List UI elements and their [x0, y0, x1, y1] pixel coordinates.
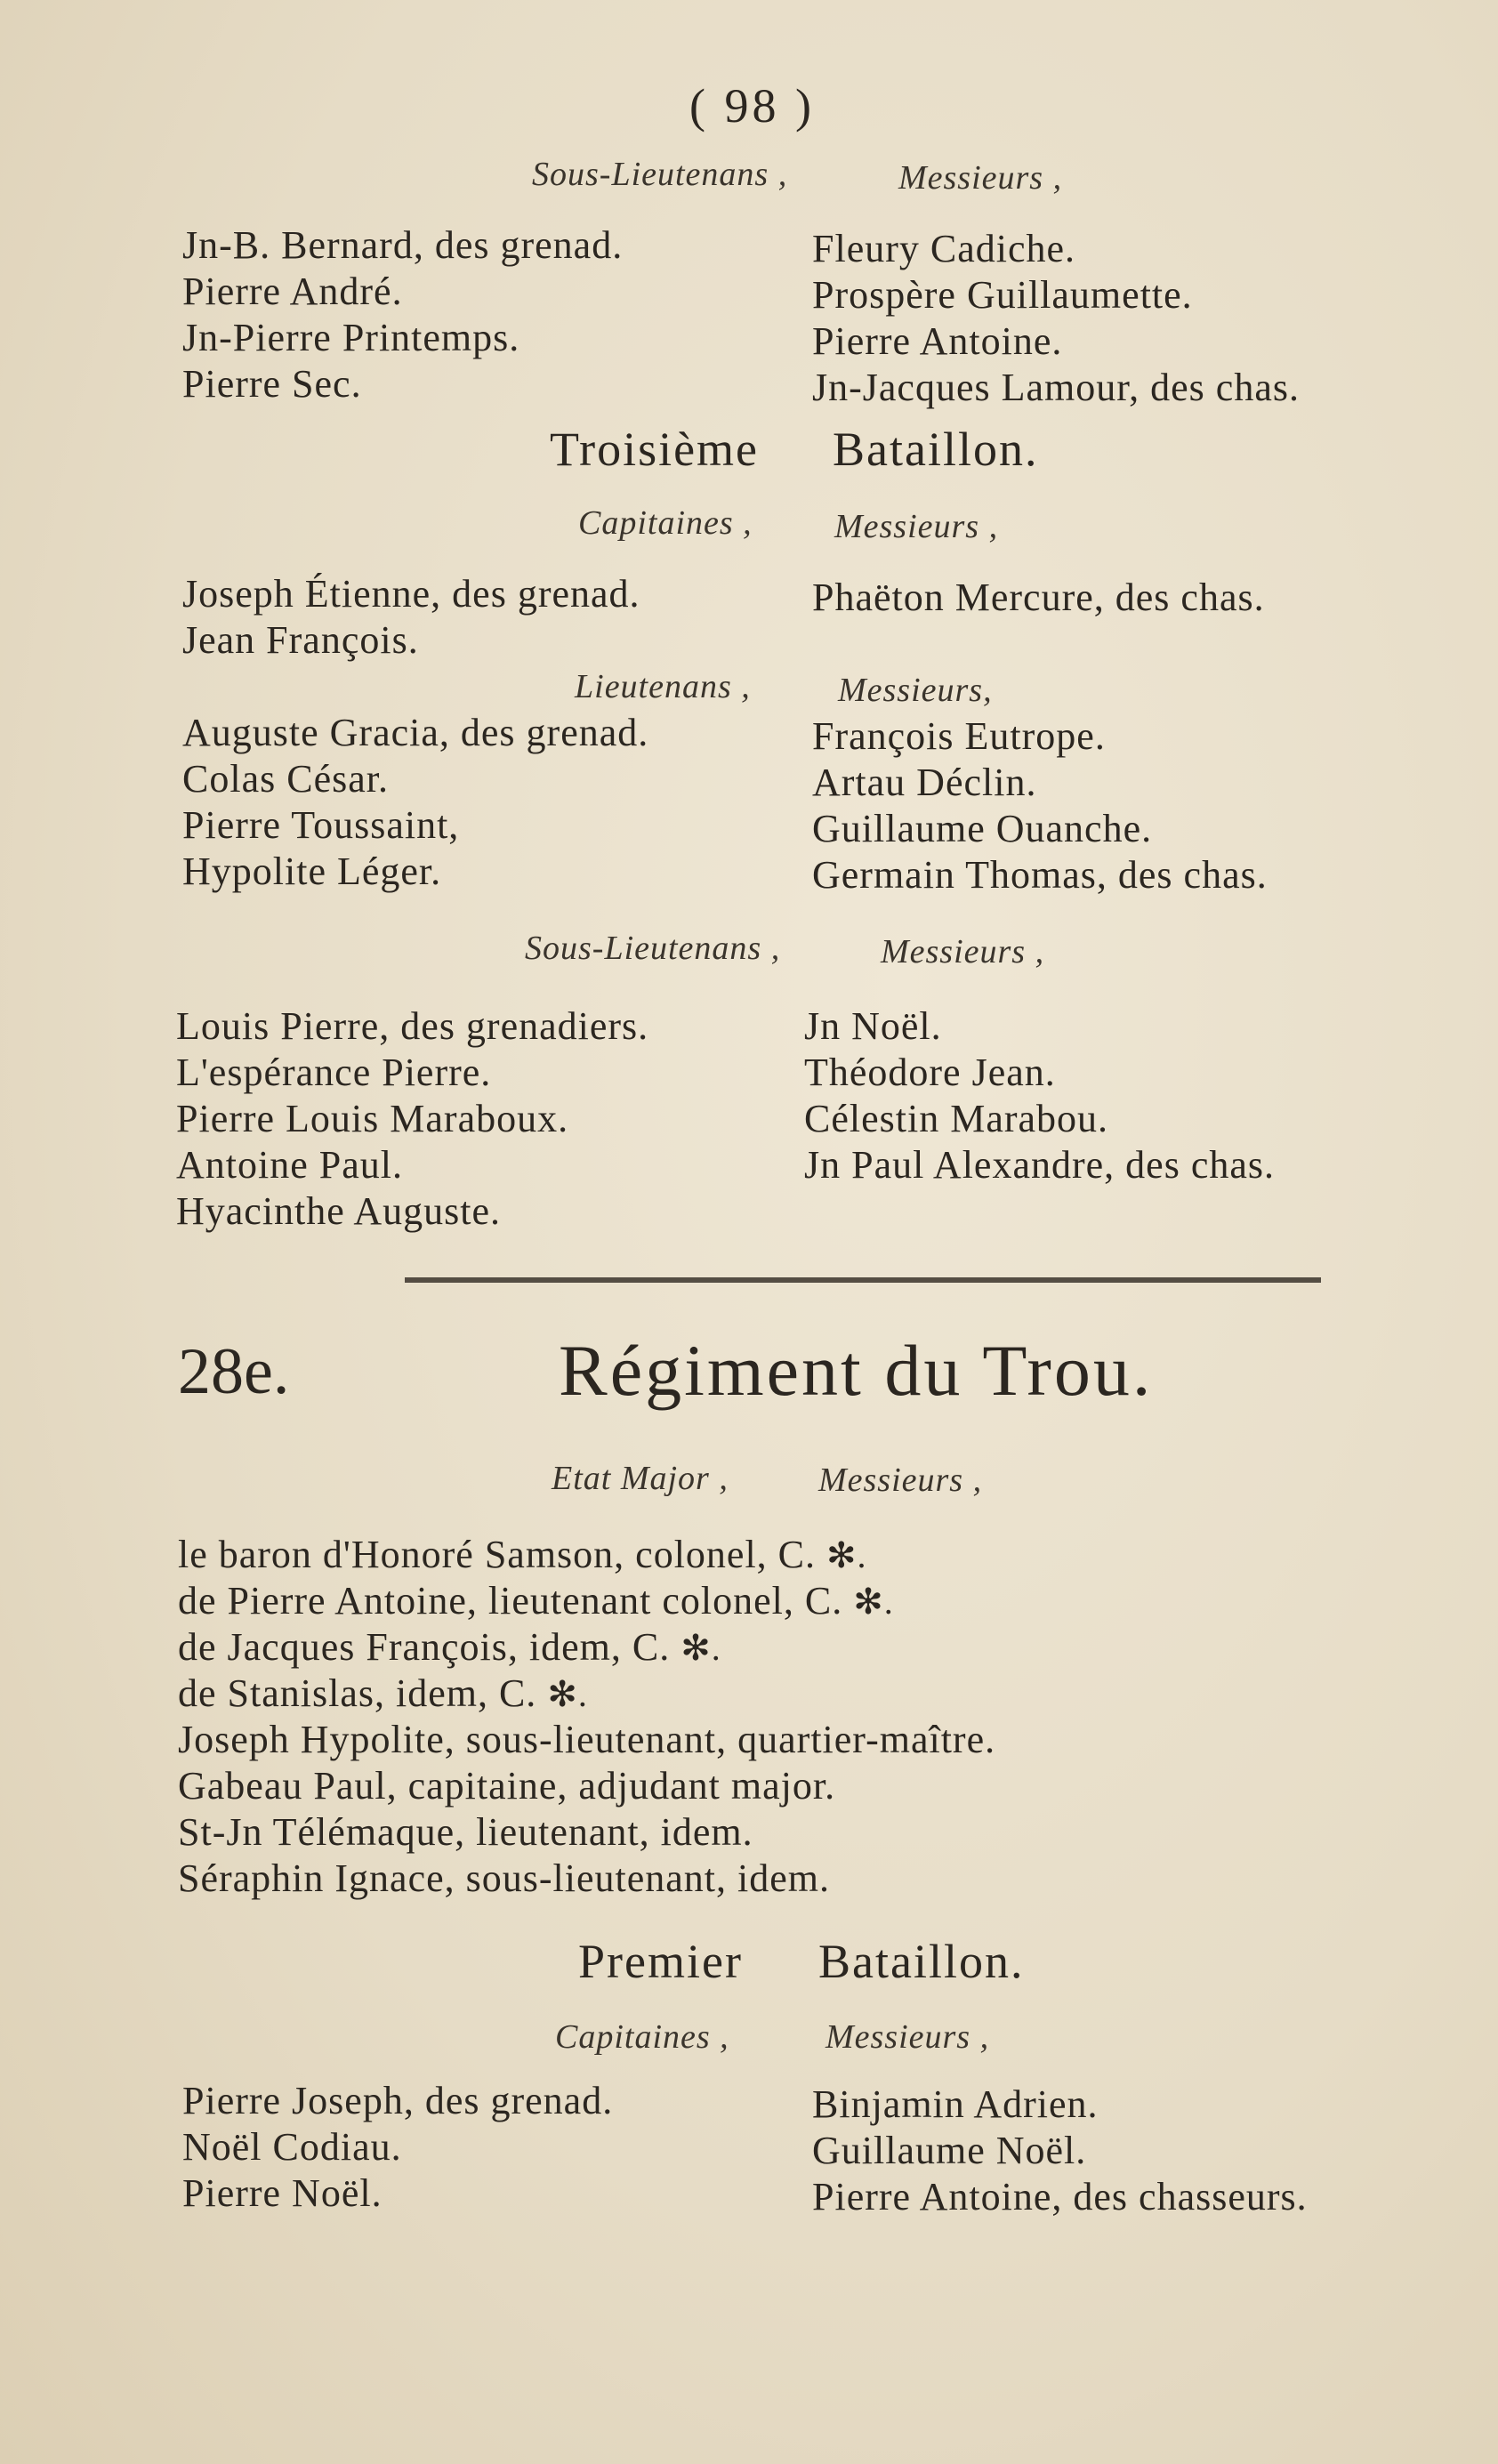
- officer-name: Pierre Joseph, des grenad.: [182, 2079, 614, 2122]
- role-heading: Capitaines ,: [555, 2018, 729, 2056]
- messieurs-label: Messieurs ,: [818, 1461, 983, 1499]
- officer-name: Pierre Antoine.: [812, 319, 1063, 363]
- regiment-title: Régiment du Trou.: [559, 1330, 1154, 1411]
- officer-name: Pierre Noël.: [182, 2171, 383, 2215]
- staff-text: de Stanislas, idem, C.: [178, 1671, 537, 1715]
- staff-line: Gabeau Paul, capitaine, adjudant major.: [178, 1764, 836, 1808]
- officer-name: Noël Codiau.: [182, 2125, 402, 2169]
- officer-name: Joseph Étienne, des grenad.: [182, 572, 640, 616]
- battalion-heading: Bataillon.: [818, 1935, 1025, 1988]
- messieurs-label: Messieurs ,: [898, 159, 1063, 197]
- battalion-heading: Premier: [578, 1935, 743, 1988]
- officer-name: Célestin Marabou.: [804, 1097, 1109, 1140]
- officer-name: Antoine Paul.: [176, 1143, 403, 1187]
- battalion-heading: Troisième: [550, 423, 760, 476]
- officer-name: Binjamin Adrien.: [812, 2082, 1099, 2126]
- officer-name: Jn-Pierre Printemps.: [182, 316, 520, 359]
- officer-name: Guillaume Noël.: [812, 2129, 1087, 2172]
- staff-line: [178, 1671, 588, 1716]
- staff-text: le baron d'Honoré Samson, colonel, C.: [178, 1533, 817, 1576]
- officer-name: Hyacinthe Auguste.: [176, 1189, 502, 1233]
- staff-line: [178, 1578, 894, 1623]
- role-heading: Capitaines ,: [578, 504, 753, 542]
- messieurs-label: Messieurs,: [838, 672, 993, 709]
- officer-name: Hypolite Léger.: [182, 850, 442, 893]
- officer-name: Jn-Jacques Lamour, des chas.: [812, 366, 1300, 409]
- officer-name: Pierre Antoine, des chasseurs.: [812, 2175, 1308, 2218]
- messieurs-label: Messieurs ,: [881, 933, 1045, 970]
- section-divider: [405, 1277, 1321, 1283]
- page-number: ( 98 ): [689, 79, 815, 133]
- role-heading: Sous-Lieutenans ,: [532, 156, 788, 193]
- officer-name: Pierre Toussaint,: [182, 803, 460, 847]
- staff-line: [178, 1624, 721, 1670]
- staff-line: Joseph Hypolite, sous-lieutenant, quartier-maître.: [178, 1718, 996, 1761]
- officer-name: Pierre Louis Maraboux.: [176, 1097, 569, 1140]
- order-star-icon: ✻.: [547, 1674, 588, 1714]
- officer-name: François Eutrope.: [812, 714, 1106, 758]
- order-star-icon: ✻.: [826, 1535, 867, 1575]
- order-star-icon: ✻.: [681, 1628, 721, 1668]
- staff-text: de Pierre Antoine, lieutenant colonel, C.: [178, 1579, 843, 1623]
- messieurs-label: Messieurs ,: [834, 508, 999, 545]
- battalion-heading: Bataillon.: [833, 423, 1039, 476]
- officer-name: Auguste Gracia, des grenad.: [182, 711, 649, 754]
- officer-name: Guillaume Ouanche.: [812, 807, 1153, 850]
- officer-name: Pierre Sec.: [182, 362, 362, 406]
- staff-line: Séraphin Ignace, sous-lieutenant, idem.: [178, 1856, 831, 1900]
- officer-name: Prospère Guillaumette.: [812, 273, 1193, 317]
- staff-line: St-Jn Télémaque, lieutenant, idem.: [178, 1810, 753, 1854]
- officer-name: Théodore Jean.: [804, 1051, 1056, 1094]
- officer-name: Artau Déclin.: [812, 761, 1037, 804]
- officer-name: Pierre André.: [182, 270, 403, 313]
- staff-text: de Jacques François, idem, C.: [178, 1625, 671, 1669]
- officer-name: L'espérance Pierre.: [176, 1051, 492, 1094]
- officer-name: Colas César.: [182, 757, 389, 801]
- officer-name: Louis Pierre, des grenadiers.: [176, 1004, 649, 1048]
- officer-name: Fleury Cadiche.: [812, 227, 1076, 270]
- officer-name: Jn-B. Bernard, des grenad.: [182, 223, 624, 267]
- staff-line: [178, 1532, 867, 1577]
- role-heading: Lieutenans ,: [575, 668, 751, 705]
- officer-name: Jean François.: [182, 618, 419, 662]
- role-heading: Sous-Lieutenans ,: [525, 930, 781, 967]
- officer-name: Jn Paul Alexandre, des chas.: [804, 1143, 1275, 1187]
- regiment-number: 28e.: [178, 1335, 290, 1408]
- officer-name: Jn Noël.: [804, 1004, 942, 1048]
- role-heading: Etat Major ,: [552, 1460, 729, 1497]
- officer-name: Phaëton Mercure, des chas.: [812, 576, 1265, 619]
- messieurs-label: Messieurs ,: [826, 2018, 990, 2056]
- officer-name: Germain Thomas, des chas.: [812, 853, 1268, 897]
- order-star-icon: ✻.: [853, 1582, 894, 1622]
